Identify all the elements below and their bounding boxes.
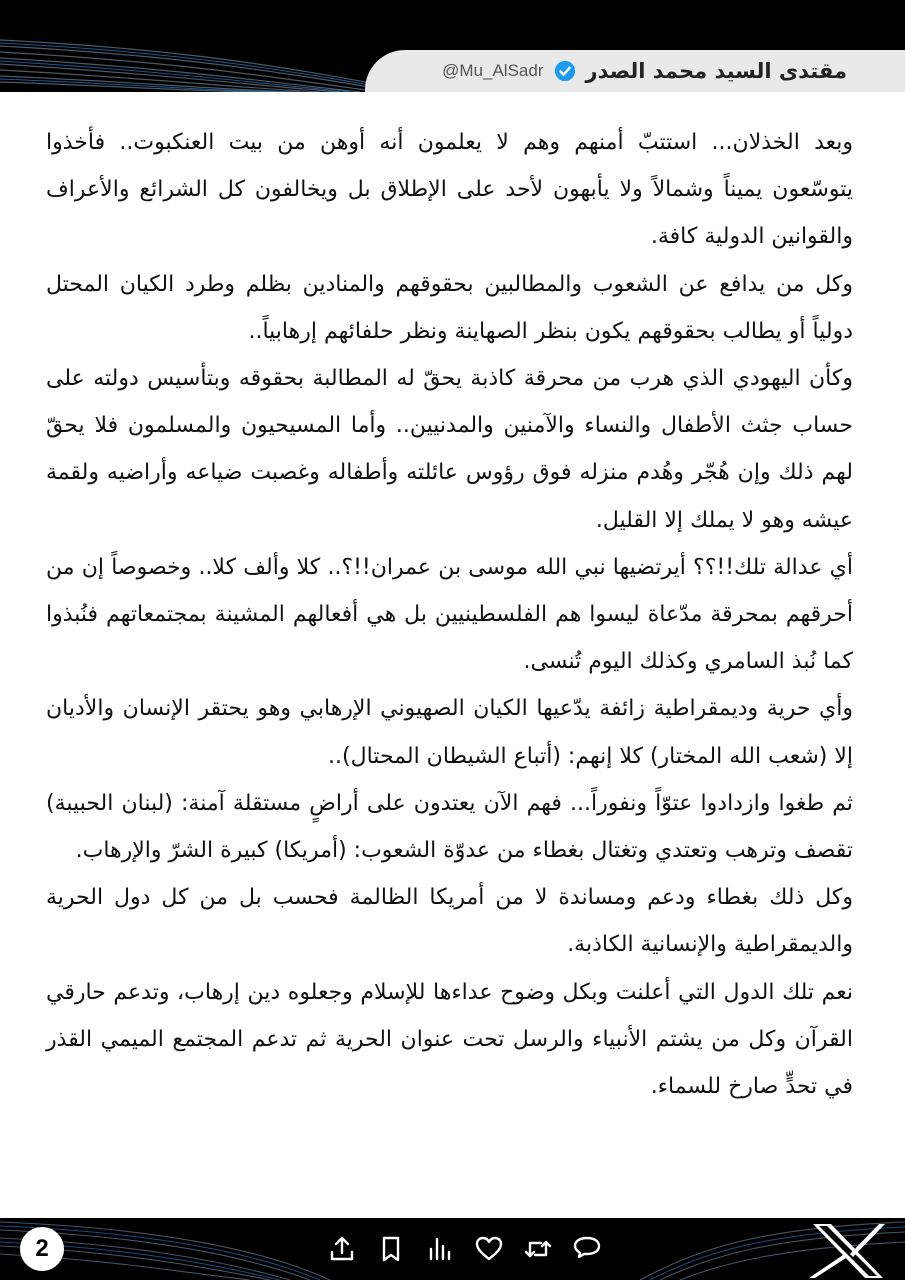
x-logo-icon [805, 1222, 891, 1280]
like-icon[interactable] [472, 1232, 506, 1266]
post-body [46, 119, 853, 1200]
page-number: 2 [20, 1227, 64, 1271]
views-icon[interactable] [423, 1232, 457, 1266]
paragraph: ثم طغوا وازدادوا عتوّاً ونفوراً... فهم الآن يعتدون على أراضٍ مستقلة آمنة: (لبنان الحبيبة) تقصف وترهب وتعتدي وتغتال بغطاء من عدوّة الشعوب: (أمريكا) كبيرة الشرّ والإرهاب. [46, 790, 853, 864]
verified-badge-icon [554, 60, 576, 82]
paragraph: وأي حرية وديمقراطية زائفة يدّعيها الكيان الصهيوني الإرهابي وهو يحتقر الإنسان والأديان إلا (شعب الله المختار) كلا إنهم: (أتباع الشيطان المحتال).. [46, 696, 853, 769]
retweet-icon[interactable] [521, 1232, 555, 1266]
paragraph: نعم تلك الدول التي أعلنت وبكل وضوح عداءها للإسلام وجعلوه دين إرهاب، وتدعم حارقي القرآن وكل من يشتم الأنبياء والرسل تحت عنوان الحرية ثم تدعم المجتمع الميمي القذر في تحدٍّ صارخ للسماء. [46, 979, 853, 1100]
paragraph: وكل من يدافع عن الشعوب والمطالبين بحقوقهم والمنادين بظلم وطرد الكيان المحتل دولياً أو يطالب بحقوقهم يكون بنظر الصهاينة ونظر حلفائهم إرهابياً.. [46, 271, 853, 344]
paragraph: أي عدالة تلك!!؟؟ أيرتضيها نبي الله موسى بن عمران!!؟.. كلا وألف كلا.. وخصوصاً إن من أحرقهم بمحرقة مدّعاة ليسوا هم الفلسطينيين بل هي أفعالهم المشينة بمجتمعاتهم فنُبذوا كما نُبذ السامري وكذلك اليوم تُنسى. [46, 554, 853, 675]
post-actions [325, 1232, 604, 1266]
post-footer [0, 1218, 905, 1280]
paragraph: وكل ذلك بغطاء ودعم ومساندة لا من أمريكا الظالمة فحسب بل من كل دول الحرية والديمقراطية والإنسانية الكاذبة. [46, 885, 853, 958]
author-name[interactable]: مقتدى السيد محمد الصدر [585, 59, 847, 83]
post-header [0, 0, 905, 92]
share-icon[interactable] [325, 1232, 359, 1266]
bookmark-icon[interactable] [374, 1232, 408, 1266]
author-pill[interactable] [365, 50, 905, 92]
reply-icon[interactable] [570, 1232, 604, 1266]
paragraph: وكأن اليهودي الذي هرب من محرقة كاذبة يحقّ له المطالبة بحقوقه وبتأسيس دولته على حساب جثث الأطفال والنساء والآمنين والمدنيين.. وأما المسيحيون والمسلمون فلا يحقّ لهم ذلك وإن هُجّر وهُدم منزله فوق رؤوس عائلته وأطفاله وغصبت ضياعه وأراضيه ولقمة عيشه وهو لا يملك إلا القليل. [46, 366, 853, 533]
author-handle[interactable]: @Mu_AlSadr [442, 61, 544, 80]
paragraph: وبعد الخذلان... استتبّ أمنهم وهم لا يعلمون أنه أوهن من بيت العنكبوت.. فأخذوا يتوسّعون يميناً وشمالاً ولا يأبهون لأحد على الإطلاق بل ويخالفون كل الشرائع والأعراف والقوانين الدولية كافة. [46, 130, 853, 250]
